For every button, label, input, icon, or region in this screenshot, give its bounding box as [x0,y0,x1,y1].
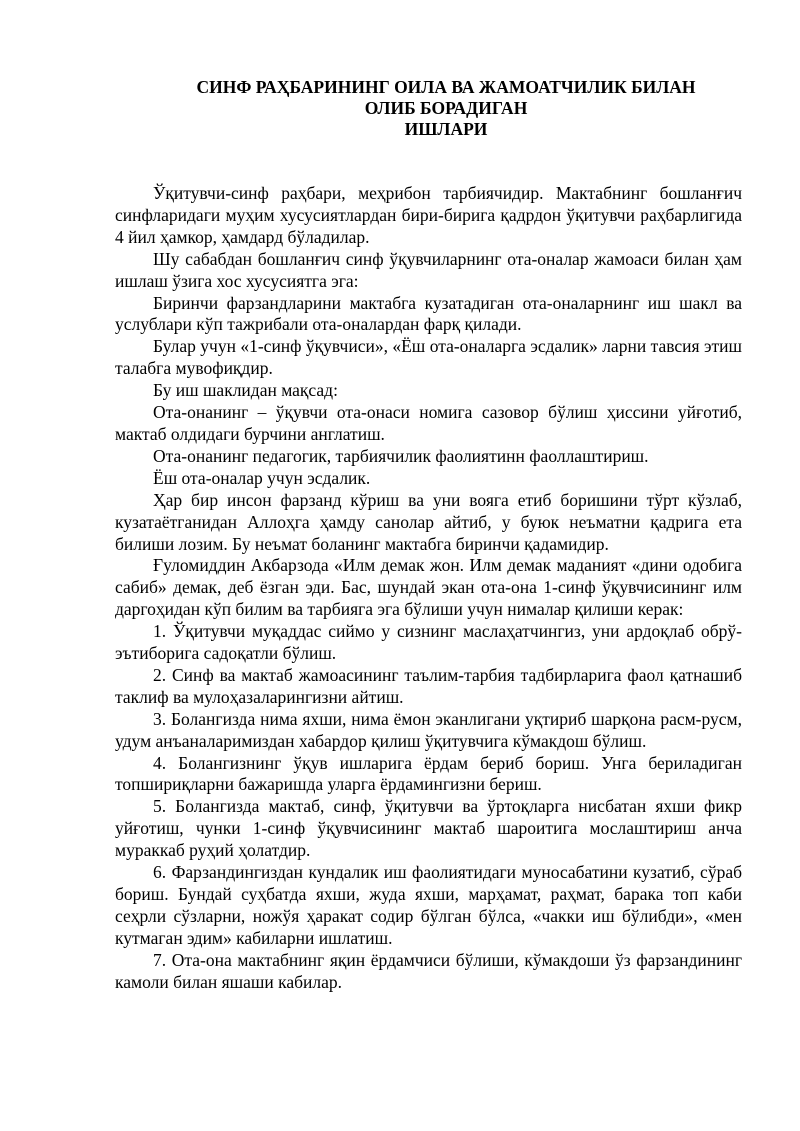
paragraph: Бу иш шаклидан мақсад: [153,380,338,401]
paragraph: Биринчи фарзандларини мактабга кузатадиган ота-оналарнинг иш шакл ва услублари кўп тажрибали ота-оналардан фарқ қилади. [115,292,742,335]
list-item: 4. Болангизнинг ўқув ишларига ёрдам бериб бориш. Унга бериладиган топшириқларни бажаришда уларга ёрдамингизни бериш. [115,752,742,795]
document-body [115,183,742,994]
paragraph-intro: Ўқитувчи-синф раҳбари, меҳрибон тарбиячидир. Мактабнинг бошланғич синфларидаги муҳим хусусиятлардан бири-бирига қадрдон ўқитувчи раҳбарлигида 4 йил ҳамкор, ҳамдард бўладилар. [115,183,742,247]
list-item: 7. Ота-она мактабнинг яқин ёрдамчиси бўлиши, кўмакдоши ўз фарзандининг камоли билан яшаши кабилар. [115,949,742,992]
title-line: ОЛИБ БОРАДИГАН [364,98,528,118]
paragraph: Ота-онанинг – ўқувчи ота-онаси номига сазовор бўлиш ҳиссини уйғотиб, мактаб олдидаги бурчини англатиш. [115,402,742,444]
paragraph: Ёш ота-оналар учун эсдалик. [153,467,371,488]
paragraph: Ота-онанинг педагогик, тарбиячилик фаолиятинн фаоллаштириш. [153,445,649,466]
title-line: СИНФ РАҲБАРИНИНГ ОИЛА ВА ЖАМОАТЧИЛИК БИЛАН [196,77,696,97]
paragraph: Ғуломиддин Акбарзода «Илм демак жон. Илм демак маданият «дини одобига сабиб» демак, деб ёзган эди. Бас, шундай экан ота-она 1-синф ўқувчисининг илм даргоҳидан кўп билим ва тарбияга эга бўлиши учун нималар қилиши керак: [115,555,742,620]
paragraph: Ҳар бир инсон фарзанд кўриш ва уни вояга етиб боришини тўрт кўзлаб, кузатаётганидан Аллоҳга ҳамду санолар айтиб, у буюк неъматни қадрига ета билиши лозим. Бу неъмат боланинг мактабга биринчи қадамидир. [115,489,742,554]
title-line: ИШЛАРИ [404,119,488,139]
document-title [110,77,782,140]
list-item: 6. Фарзандингиздан кундалик иш фаолиятидаги муносабатини кузатиб, сўраб бориш. Бундай суҳбатда яхши, жуда яхши, марҳамат, раҳмат, барака топ каби сеҳрли сўзларни, ножўя ҳаракат содир бўлган бўлса, «чакки иш бўлибди», «мен кутмаган эдим» кабиларни ишлатиш. [115,862,742,948]
list-item: 5. Болангизда мактаб, синф, ўқитувчи ва ўртоқларга нисбатан яхши фикр уйғотиш, чунки 1-синф ўқувчисининг мактаб шароитига мослаштириш анча мураккаб руҳий ҳолатдир. [115,796,742,861]
paragraph: Булар учун «1-синф ўқувчиси», «Ёш ота-оналарга эсдалик» ларни тавсия этиш талабга мувофиқдир. [115,336,742,379]
list-item: 2. Синф ва мактаб жамоасининг таълим-тарбия тадбирларига фаол қатнашиб таклиф ва мулоҳазаларингизни айтиш. [115,664,742,707]
list-item: 1. Ўқитувчи муқаддас сиймо у сизнинг маслаҳатчингиз, уни ардоқлаб обрў-эътиборига садоқатли бўлиш. [115,621,742,664]
paragraph: Шу сабабдан бошланғич синф ўқувчиларнинг ота-оналар жамоаси билан ҳам ишлаш ўзига хос хусусиятга эга: [115,248,742,291]
list-item: 3. Болангизда нима яхши, нима ёмон эканлигани уқтириб шарқона расм-русм, удум анъаналаримиздан хабардор қилиш ўқитувчига кўмакдош бўлиш. [115,708,742,751]
